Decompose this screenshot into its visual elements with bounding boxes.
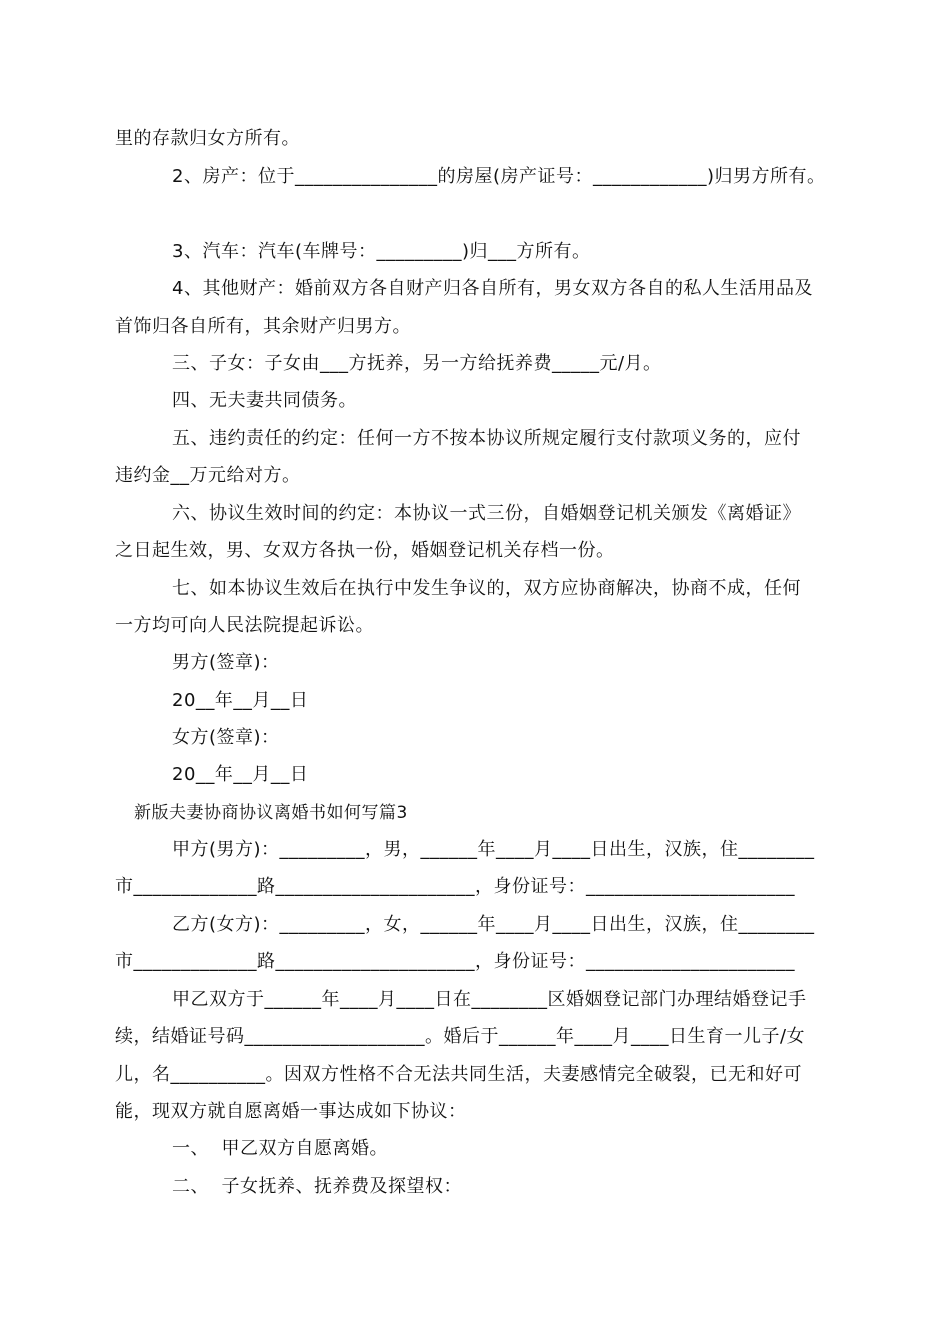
paragraph-line: 之日起生效，男、女双方各执一份，婚姻登记机关存档一份。 (115, 540, 615, 561)
paragraph-line: 一方均可向人民法院提起诉讼。 (115, 615, 374, 636)
paragraph-line: 六、协议生效时间的约定：本协议一式三份，自婚姻登记机关颁发《离婚证》 (172, 503, 801, 524)
paragraph-line: 五、违约责任的约定：任何一方不按本协议所规定履行支付款项义务的，应付 (172, 428, 801, 449)
section-title: 新版夫妻协商协议离婚书如何写篇3 (134, 803, 408, 823)
paragraph-line: 首饰归各自所有，其余财产归男方。 (115, 316, 411, 337)
signature-label-male: 男方(签章)： (172, 652, 280, 673)
paragraph-line: 儿，名__________。因双方性格不合无法共同生活，夫妻感情完全破裂，已无和好可 (115, 1064, 802, 1085)
paragraph-line: 2、房产：位于_______________的房屋(房产证号：____________)归男方所有。 (172, 166, 826, 187)
paragraph-line: 三、子女：子女由___方抚养，另一方给抚养费_____元/月。 (172, 353, 662, 374)
paragraph-line: 违约金__万元给对方。 (115, 465, 301, 486)
paragraph-line: 市_____________路_____________________，身份证号：______________________ (115, 951, 795, 972)
paragraph-line: 二、 子女抚养、抚养费及探望权： (172, 1176, 462, 1197)
signature-date-female: 20__年__月__日 (172, 764, 309, 785)
paragraph-line: 4、其他财产：婚前双方各自财产归各自所有，男女双方各自的私人生活用品及 (172, 278, 813, 299)
paragraph-line: 3、汽车：汽车(车牌号：_________)归___方所有。 (172, 241, 591, 262)
paragraph-line: 七、如本协议生效后在执行中发生争议的，双方应协商解决，协商不成，任何 (172, 578, 801, 599)
paragraph-line: 甲乙双方于______年____月____日在________区婚姻登记部门办理结婚登记手 (172, 989, 807, 1010)
signature-label-female: 女方(签章)： (172, 727, 280, 748)
paragraph-line: 一、 甲乙双方自愿离婚。 (172, 1138, 388, 1159)
paragraph-line: 乙方(女方)：_________，女，______年____月____日出生，汉族，住________ (172, 914, 815, 935)
paragraph-line: 甲方(男方)：_________，男，______年____月____日出生，汉族，住________ (172, 839, 815, 860)
paragraph-line: 续，结婚证号码___________________。婚后于______年____月____日生育一儿子/女 (115, 1026, 806, 1047)
signature-date-male: 20__年__月__日 (172, 690, 309, 711)
paragraph-line: 里的存款归女方所有。 (115, 128, 300, 149)
paragraph-line: 市_____________路_____________________，身份证号：______________________ (115, 876, 795, 897)
paragraph-line: 能，现双方就自愿离婚一事达成如下协议： (115, 1101, 467, 1122)
paragraph-line: 四、无夫妻共同债务。 (172, 390, 357, 411)
